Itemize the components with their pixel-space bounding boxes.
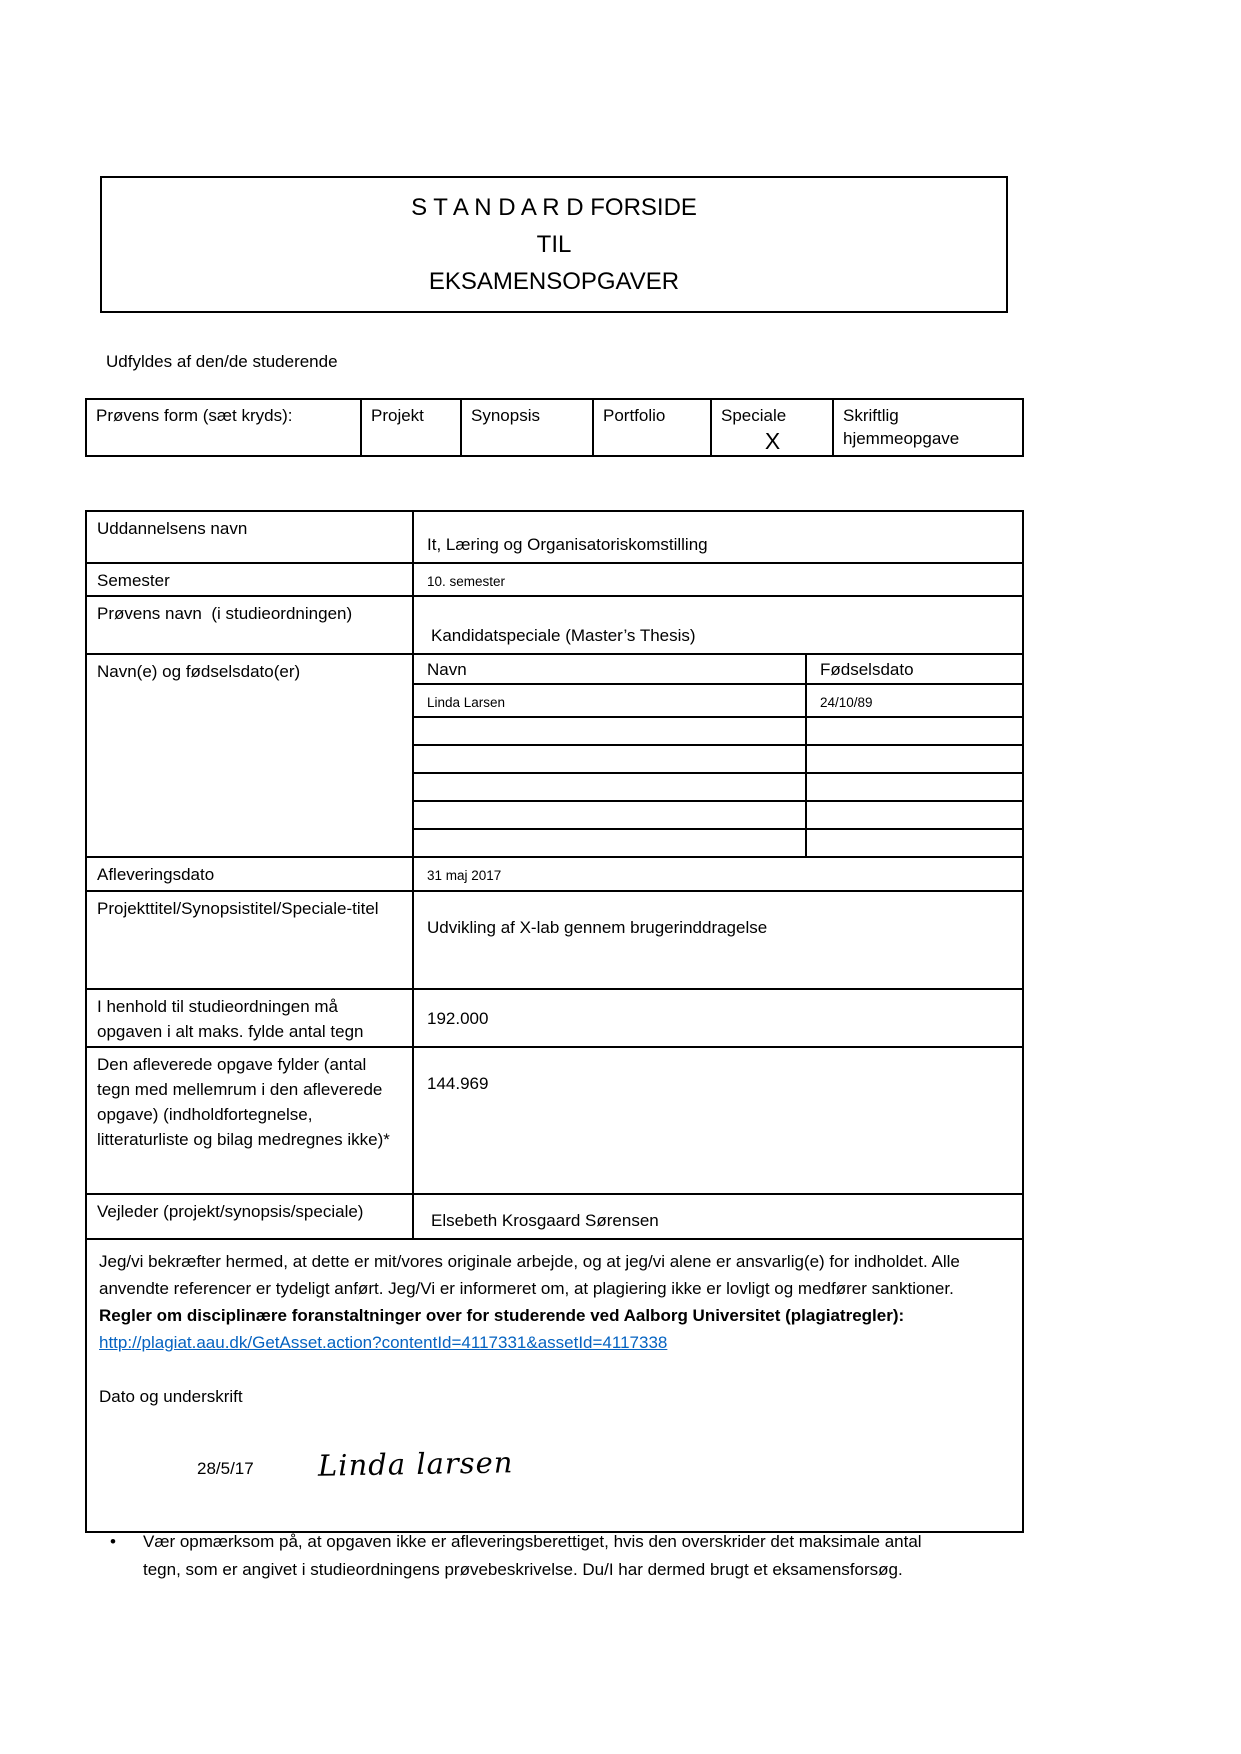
details-table bbox=[85, 510, 1024, 1533]
exam-form-option-skriftlig bbox=[833, 399, 1023, 456]
title-line-1: S T A N D A R D FORSIDE bbox=[411, 194, 697, 221]
row-max-chars bbox=[86, 989, 1023, 1047]
education-label: Uddannelsens navn bbox=[86, 511, 413, 563]
exam-form-option-synopsis bbox=[461, 399, 593, 456]
option-label-skriftlig: Skriftlig hjemmeopgave bbox=[843, 406, 960, 448]
signature-handwriting: Linda larsen bbox=[317, 1445, 514, 1483]
row-declaration bbox=[86, 1239, 1023, 1532]
row-submission-date bbox=[86, 857, 1023, 891]
signature-label: Dato og underskrift bbox=[99, 1387, 243, 1406]
option-label-synopsis: Synopsis bbox=[471, 406, 540, 425]
student-name bbox=[413, 745, 806, 773]
supervisor-value: Elsebeth Krosgaard Sørensen bbox=[413, 1194, 1023, 1239]
option-label-projekt: Projekt bbox=[371, 406, 424, 425]
student-birthdate bbox=[806, 717, 1023, 745]
exam-form-table bbox=[85, 398, 1024, 457]
submission-date-value: 31 maj 2017 bbox=[413, 857, 1023, 891]
student-name bbox=[413, 829, 806, 857]
subtitle: Udfyldes af den/de studerende bbox=[106, 352, 338, 371]
option-mark-speciale-x: X bbox=[764, 428, 781, 454]
max-chars-value: 192.000 bbox=[413, 989, 1023, 1047]
declaration-text: Jeg/vi bekræfter hermed, at dette er mit/vores originale arbejde, og at jeg/vi alene er ansvarlig(e) for indholdet. Alle anvendte referencer er tydeligt anført. Jeg/Vi er informeret om, at plagiering ikke er lovligt og medfører sanktioner. bbox=[99, 1252, 960, 1298]
names-label: Navn(e) og fødselsdato(er) bbox=[86, 654, 413, 857]
row-education bbox=[86, 511, 1023, 563]
submission-date-label: Afleveringsdato bbox=[86, 857, 413, 891]
student-name bbox=[413, 801, 806, 829]
row-supervisor bbox=[86, 1194, 1023, 1239]
exam-form-row bbox=[86, 399, 1023, 456]
max-chars-label: I henhold til studieordningen må opgaven i alt maks. fylde antal tegn bbox=[86, 989, 413, 1047]
option-label-speciale: Speciale bbox=[721, 406, 787, 425]
student-name bbox=[413, 717, 806, 745]
signature-row bbox=[99, 1445, 1010, 1483]
semester-label: Semester bbox=[86, 563, 413, 596]
project-title-value: Udvikling af X-lab gennem brugerinddragelse bbox=[413, 891, 1023, 989]
row-project-title bbox=[86, 891, 1023, 989]
row-exam-name bbox=[86, 596, 1023, 654]
footer-note bbox=[110, 1528, 960, 1584]
student-birthdate: 24/10/89 bbox=[806, 684, 1023, 717]
student-name: Linda Larsen bbox=[413, 684, 806, 717]
plagiarism-rules-link[interactable]: http://plagiat.aau.dk/GetAsset.action?contentId=4117331&assetId=4117338 bbox=[99, 1333, 668, 1352]
actual-chars-label: Den afleverede opgave fylder (antal tegn med mellemrum i den afleverede opgave) (indholdfortegnelse, litteraturliste og bilag medregnes ikke)* bbox=[86, 1047, 413, 1194]
row-names-header bbox=[86, 654, 1023, 684]
exam-form-option-portfolio bbox=[593, 399, 711, 456]
student-birthdate bbox=[806, 829, 1023, 857]
student-name bbox=[413, 773, 806, 801]
signature-date: 28/5/17 bbox=[197, 1459, 254, 1478]
declaration-cell bbox=[86, 1239, 1023, 1532]
actual-chars-value: 144.969 bbox=[413, 1047, 1023, 1194]
semester-value: 10. semester bbox=[413, 563, 1023, 596]
exam-form-option-projekt bbox=[361, 399, 461, 456]
title-box bbox=[100, 176, 1008, 313]
student-birthdate bbox=[806, 773, 1023, 801]
exam-name-label: Prøvens navn (i studieordningen) bbox=[86, 596, 413, 654]
exam-name-value: Kandidatspeciale (Master’s Thesis) bbox=[413, 596, 1023, 654]
student-birthdate bbox=[806, 801, 1023, 829]
title-line-3: EKSAMENSOPGAVER bbox=[428, 268, 680, 295]
exam-form-option-speciale bbox=[711, 399, 833, 456]
row-actual-chars bbox=[86, 1047, 1023, 1194]
row-semester bbox=[86, 563, 1023, 596]
project-title-label: Projekttitel/Synopsistitel/Speciale-titel bbox=[86, 891, 413, 989]
plagiarism-rules-text: Regler om disciplinære foranstaltninger over for studerende ved Aalborg Universitet (plagiatregler): bbox=[99, 1306, 905, 1325]
supervisor-label: Vejleder (projekt/synopsis/speciale) bbox=[86, 1194, 413, 1239]
bullet-icon: • bbox=[110, 1532, 116, 1551]
names-column-birthdate: Fødselsdato bbox=[806, 654, 1023, 684]
names-column-name: Navn bbox=[413, 654, 806, 684]
footer-note-text: Vær opmærksom på, at opgaven ikke er afleveringsberettiget, hvis den overskrider det maksimale antal tegn, som er angivet i studieordningens prøvebeskrivelse. Du/I har dermed brugt et eksamensforsøg. bbox=[143, 1532, 922, 1579]
title-line-2: TIL bbox=[536, 231, 572, 258]
option-label-portfolio: Portfolio bbox=[603, 406, 666, 425]
exam-form-label: Prøvens form (sæt kryds): bbox=[86, 399, 361, 456]
education-value: It, Læring og Organisatoriskomstilling bbox=[413, 511, 1023, 563]
student-birthdate bbox=[806, 745, 1023, 773]
